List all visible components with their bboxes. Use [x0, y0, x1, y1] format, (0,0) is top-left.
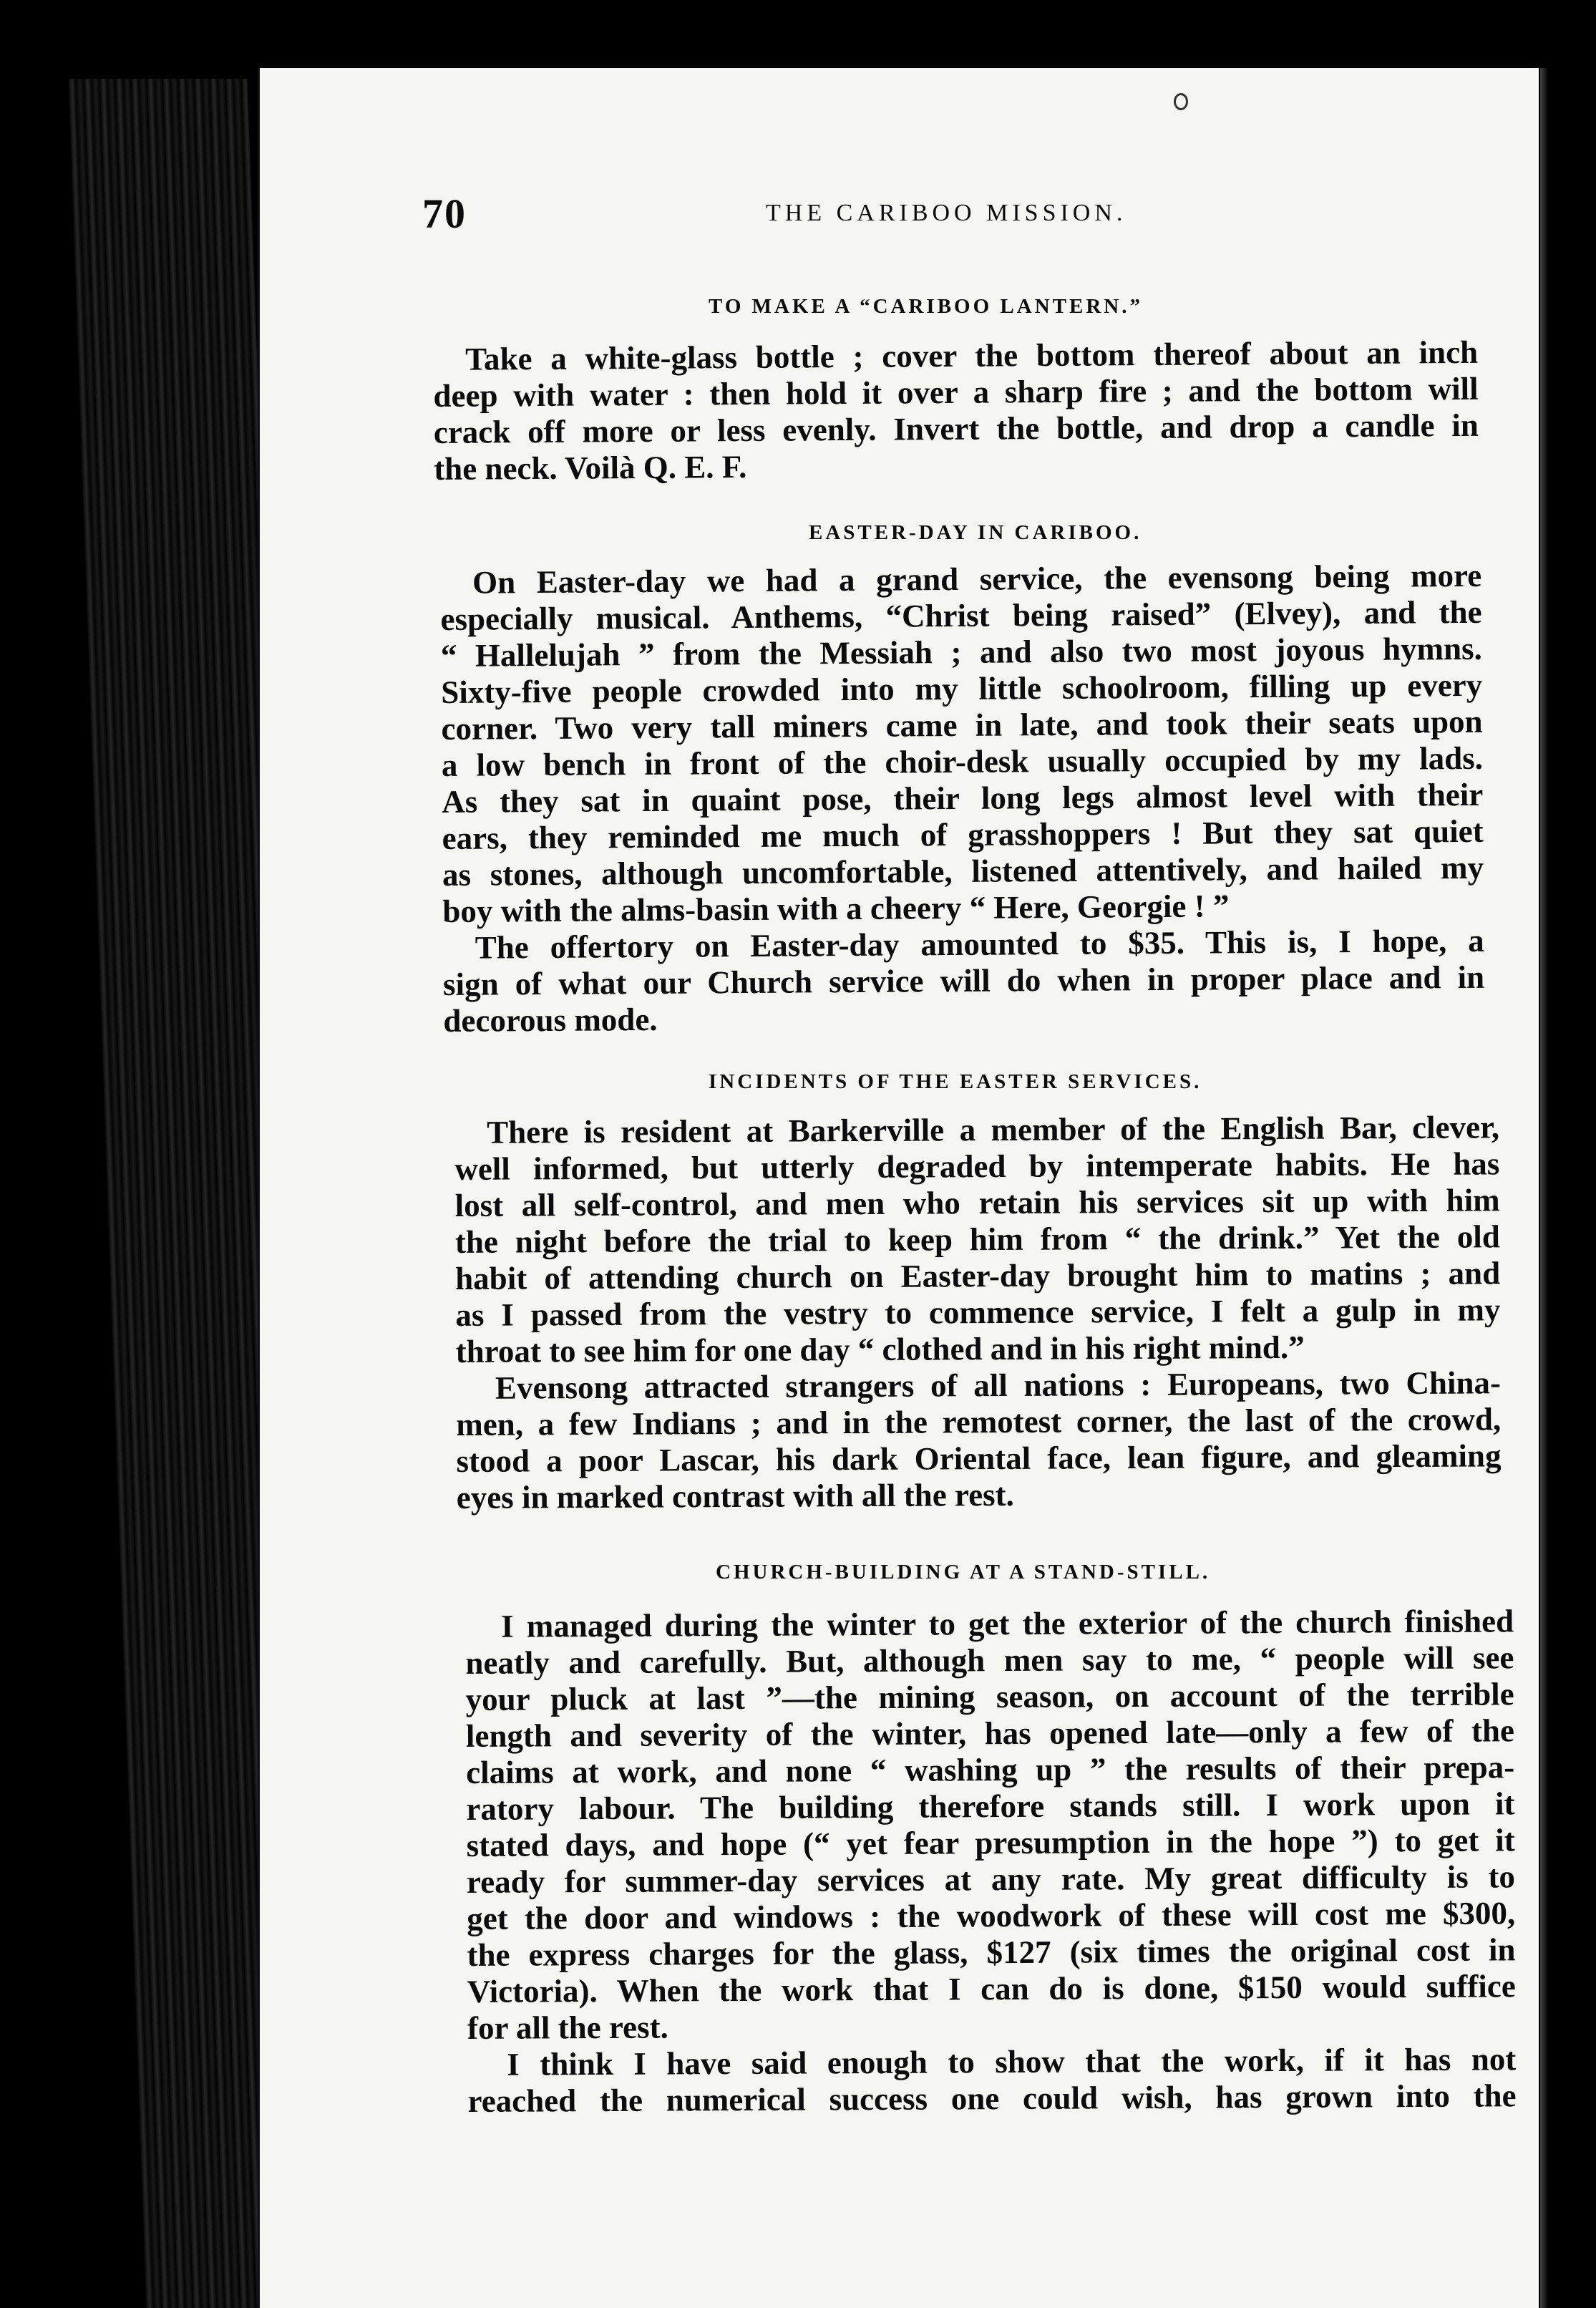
text-line: corner. Two very tall miners came in late, and took their seats upon	[441, 703, 1483, 747]
text-line: decorous mode.	[443, 1001, 658, 1039]
text-line: for all the rest.	[467, 2009, 668, 2046]
text-line: habit of attending church on Easter-day brought him to matins ; and	[455, 1255, 1501, 1296]
text-line: especially musical. Anthems, “Christ being raised” (Elvey), and the	[440, 593, 1482, 637]
text-line: as stones, although uncomfortable, listened attentively, and hailed my	[442, 849, 1484, 893]
text-line: crack off more or less evenly. Invert the bottle, and drop a candle in	[433, 407, 1479, 450]
text-line: As they sat in quaint pose, their long legs almost level with their	[442, 776, 1484, 820]
running-title: THE CARIBOO MISSION.	[766, 200, 1127, 226]
text-line: deep with water : then hold it over a sharp fire ; and the bottom will	[433, 370, 1479, 414]
text-line: The offertory on Easter-day amounted to $35. This is, I hope, a	[475, 922, 1484, 966]
text-line: boy with the alms-basin with a cheery “ Here, Georgie ! ”	[442, 888, 1230, 929]
text-line: get the door and windows : the woodwork of these will cost me $300,	[467, 1895, 1516, 1936]
text-line: I think I have said enough to show that the work, if it has not	[507, 2041, 1517, 2082]
text-line: ears, they reminded me much of grasshoppers ! But they sat quiet	[442, 813, 1484, 856]
text-line: Take a white-glass bottle ; cover the bottom thereof about an inch	[464, 334, 1479, 377]
section-body-incidents	[454, 1111, 1502, 1518]
section-body-easter-day	[440, 557, 1485, 1042]
text-line: Victoria). When the work that I can do is done, $150 would suffice	[467, 1968, 1516, 2009]
text-line: throat to see him for one day “ clothed and in his right mind.”	[455, 1329, 1305, 1369]
right-margin-shadow	[1539, 0, 1596, 2308]
text-line: sign of what our Church service will do when in proper place and in	[442, 959, 1485, 1002]
text-line: the night before the trial to keep him from “ the drink.” Yet the old	[454, 1218, 1501, 1260]
text-line: stated days, and hope (“ yet fear presumption in the hope ”) to get it	[466, 1822, 1515, 1863]
text-line: Sixty-five people crowded into my little schoolroom, filling up every	[441, 666, 1483, 710]
text-line: as I passed from the vestry to commence service, I felt a gulp in my	[455, 1291, 1501, 1333]
page-blemish-mark	[1174, 93, 1188, 110]
text-line: I managed during the winter to get the exterior of the church finished	[500, 1603, 1514, 1644]
text-line: ready for summer-day services at any rate. My great difficulty is to	[466, 1858, 1516, 1900]
facing-page-edge	[1540, 68, 1547, 2308]
section-heading-incidents: INCIDENTS OF THE EASTER SERVICES.	[709, 1070, 1202, 1093]
text-line: reached the numerical success one could wish, has grown into the	[467, 2077, 1517, 2119]
text-line: claims at work, and none “ washing up ” the results of their prepa-	[466, 1749, 1515, 1790]
text-line: eyes in marked contrast with all the rest.	[456, 1476, 1014, 1516]
text-line: a low bench in front of the choir-desk usually occupied by my lads.	[441, 740, 1484, 783]
page-header	[422, 190, 1496, 254]
text-line: There is resident at Barkerville a member of the English Bar, clever,	[486, 1109, 1500, 1150]
text-line: On Easter-day we had a grand service, the evensong being more	[472, 557, 1482, 601]
text-line: length and severity of the winter, has opened late—only a few of the	[465, 1712, 1515, 1754]
text-line: Evensong attracted strangers of all nations : Europeans, two China-	[495, 1364, 1502, 1406]
section-heading-cariboo-lantern: TO MAKE A “CARIBOO LANTERN.”	[709, 295, 1143, 318]
text-line: “ Hallelujah ” from the Messiah ; and also two most joyous hymns.	[440, 630, 1483, 674]
text-line: neatly and carefully. But, although men say to me, “ people will see	[465, 1639, 1514, 1681]
text-line: the express charges for the glass, $127 (six times the original cost in	[467, 1931, 1516, 1973]
section-heading-easter-day: EASTER-DAY IN CARIBOO.	[809, 521, 1142, 544]
text-line: your pluck at last ”—the mining season, on account of the terrible	[465, 1676, 1514, 1717]
text-line: the neck. Voilà Q. E. F.	[434, 448, 747, 487]
text-line: stood a poor Lascar, his dark Oriental face, lean figure, and gleaming	[456, 1437, 1502, 1479]
section-body-cariboo-lantern	[433, 336, 1479, 490]
section-body-church-building	[465, 1605, 1517, 2122]
text-line: ratory labour. The building therefore stands still. I work upon it	[466, 1785, 1515, 1827]
page-number: 70	[422, 190, 467, 237]
text-line: well informed, but utterly degraded by intemperate habits. He has	[454, 1145, 1500, 1187]
section-heading-church-building: CHURCH-BUILDING AT A STAND-STILL.	[716, 1561, 1211, 1584]
text-line: lost all self-control, and men who retain his services sit up with him	[454, 1182, 1500, 1223]
text-line: men, a few Indians ; and in the remotest corner, the last of the crowd,	[456, 1401, 1502, 1442]
